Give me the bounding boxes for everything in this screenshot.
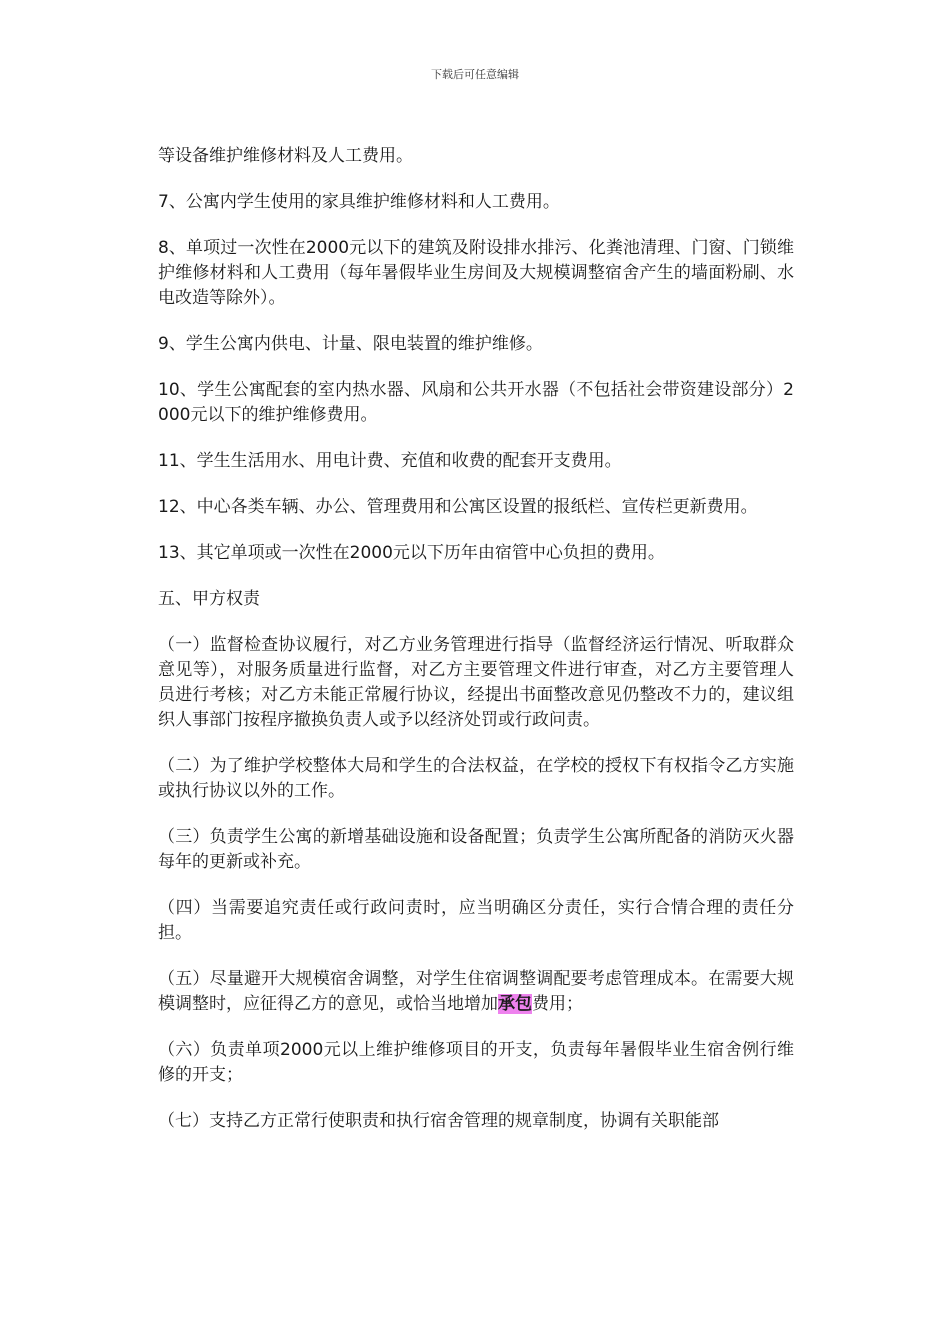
- clause-3: （三）负责学生公寓的新增基础设施和设备配置；负责学生公寓所配备的消防灭火器每年的更新或补充。: [158, 827, 794, 872]
- clause-5-text-before: （五）尽量避开大规模宿舍调整，对学生住宿调整调配要考虑管理成本。在需要大规模调整时，应征得乙方的意见，或恰当地增加: [158, 969, 794, 1014]
- paragraph-item-8: 8、单项过一次性在2000元以下的建筑及附设排水排污、化粪池清理、门窗、门锁维护维修材料和人工费用（每年暑假毕业生房间及大规模调整宿舍产生的墙面粉刷、水电改造等除外）。: [158, 238, 794, 308]
- page-header: 下载后可任意编辑: [431, 68, 519, 81]
- clause-4: （四）当需要追究责任或行政问责时，应当明确区分责任，实行合情合理的责任分担。: [158, 898, 794, 943]
- section-heading-party-a-rights: 五、甲方权责: [158, 589, 260, 609]
- paragraph-item-11: 11、学生生活用水、用电计费、充值和收费的配套开支费用。: [158, 451, 622, 471]
- paragraph-item-9: 9、学生公寓内供电、计量、限电装置的维护维修。: [158, 334, 543, 354]
- clause-1: （一）监督检查协议履行，对乙方业务管理进行指导（监督经济运行情况、听取群众意见等），对服务质量进行监督，对乙方主要管理文件进行审查，对乙方主要管理人员进行考核；对乙方未能正常履行协议，经提出书面整改意见仍整改不力的，建议组织人事部门按程序撤换负责人或予以经济处罚或行政问责。: [158, 635, 794, 730]
- paragraph-item-12: 12、中心各类车辆、办公、管理费用和公寓区设置的报纸栏、宣传栏更新费用。: [158, 497, 758, 517]
- clause-7: （七）支持乙方正常行使职责和执行宿舍管理的规章制度，协调有关职能部: [158, 1111, 719, 1131]
- paragraph-item-10: 10、学生公寓配套的室内热水器、风扇和公共开水器（不包括社会带资建设部分）2000元以下的维护维修费用。: [158, 380, 794, 425]
- clause-2: （二）为了维护学校整体大局和学生的合法权益，在学校的授权下有权指令乙方实施或执行协议以外的工作。: [158, 756, 794, 801]
- paragraph-item-13: 13、其它单项或一次性在2000元以下历年由宿管中心负担的费用。: [158, 543, 665, 563]
- clause-5: [158, 967, 794, 1017]
- highlighted-term: 承包: [498, 994, 532, 1014]
- paragraph-item-7: 7、公寓内学生使用的家具维护维修材料和人工费用。: [158, 192, 560, 212]
- document-body: [158, 144, 794, 1155]
- paragraph-item-list-continuation: 等设备维护维修材料及人工费用。: [158, 146, 413, 166]
- clause-6: （六）负责单项2000元以上维护维修项目的开支，负责每年暑假毕业生宿舍例行维修的开支；: [158, 1040, 794, 1085]
- clause-5-text-after: 费用；: [532, 994, 583, 1014]
